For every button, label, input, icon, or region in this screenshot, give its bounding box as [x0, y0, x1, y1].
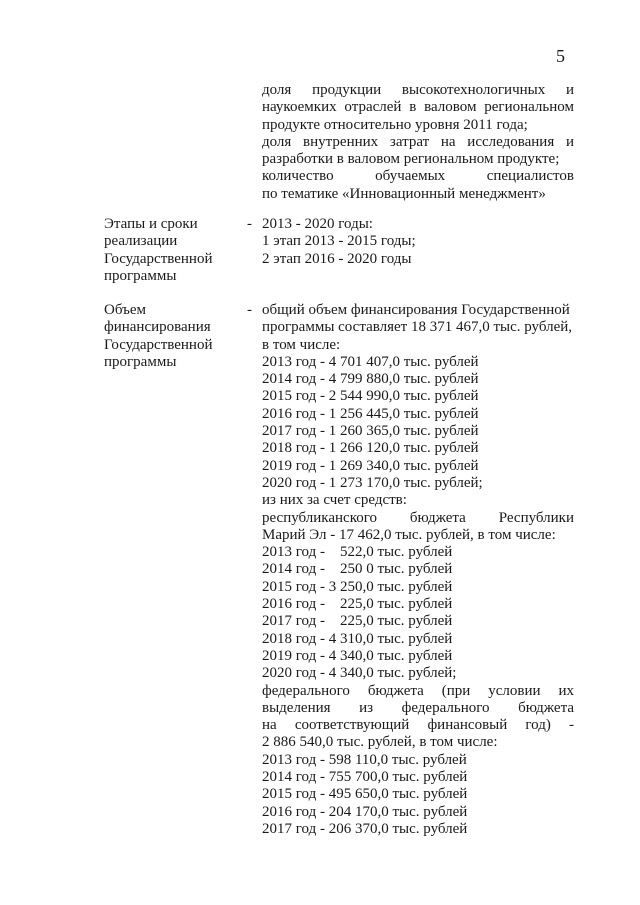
- indicator-line: разработки в валовом региональном продукте;: [262, 151, 560, 168]
- stages-line: 1 этап 2013 - 2015 годы;: [262, 233, 416, 250]
- stages-dash: -: [247, 216, 252, 232]
- federal-year: 2013 год - 598 110,0 тыс. рублей: [262, 751, 467, 768]
- indicator-line: количество обучаемых специалистов: [262, 168, 574, 185]
- stages-content: [262, 216, 574, 268]
- stages-label: [104, 216, 244, 286]
- stages-label-line: реализации: [104, 233, 178, 250]
- federal-year: 2016 год - 204 170,0 тыс. рублей: [262, 803, 468, 820]
- federal-budget-line: выделения из федерального бюджета: [262, 699, 574, 716]
- republic-budget-line: Марий Эл - 17 462,0 тыс. рублей, в том числе:: [262, 526, 556, 543]
- funding-dash: -: [247, 302, 252, 318]
- funding-total-year: 2015 год - 2 544 990,0 тыс. рублей: [262, 388, 479, 405]
- funding-total-year: 2020 год - 1 273 170,0 тыс. рублей;: [262, 474, 483, 491]
- funding-total-year: 2013 год - 4 701 407,0 тыс. рублей: [262, 353, 479, 370]
- stages-line: 2 этап 2016 - 2020 годы: [262, 250, 412, 267]
- federal-year: 2014 год - 755 700,0 тыс. рублей: [262, 769, 468, 786]
- funding-label-line: Объем: [104, 302, 146, 318]
- funding-intro-line: общий объем финансирования Государственной: [262, 302, 570, 318]
- republic-year: 2020 год - 4 340,0 тыс. рублей;: [262, 665, 457, 682]
- funding-sources-intro: из них за счет средств:: [262, 492, 407, 509]
- page-number: 5: [556, 46, 565, 66]
- republic-budget-line: республиканского бюджета Республики: [262, 509, 574, 526]
- indicator-line: доля внутренних затрат на исследования и: [262, 133, 574, 150]
- republic-year: 2017 год - 225,0 тыс. рублей: [262, 613, 453, 630]
- stages-label-line: Этапы и сроки: [104, 216, 198, 232]
- funding-intro-line: программы составляет 18 371 467,0 тыс. рублей,: [262, 319, 573, 336]
- republic-year: 2018 год - 4 310,0 тыс. рублей: [262, 630, 453, 647]
- funding-label-line: финансирования: [104, 319, 211, 336]
- funding-label-line: Государственной: [104, 336, 213, 353]
- stages-label-line: Государственной: [104, 250, 213, 267]
- funding-total-year: 2014 год - 4 799 880,0 тыс. рублей: [262, 371, 479, 388]
- federal-budget-line: федерального бюджета (при условии их: [262, 682, 574, 699]
- republic-year: 2016 год - 225,0 тыс. рублей: [262, 596, 453, 613]
- indicator-line: продукте относительно уровня 2011 года;: [262, 116, 528, 133]
- federal-budget-line: на соответствующий финансовый год) -: [262, 717, 574, 734]
- indicator-line: по тематике «Инновационный менеджмент»: [262, 185, 546, 202]
- republic-year: 2014 год - 250 0 тыс. рублей: [262, 561, 453, 578]
- funding-total-year: 2016 год - 1 256 445,0 тыс. рублей: [262, 405, 479, 422]
- indicator-line: доля продукции высокотехнологичных и: [262, 82, 574, 98]
- indicators-block: [262, 82, 574, 203]
- funding-label-line: программы: [104, 354, 177, 371]
- funding-intro-line: в том числе:: [262, 336, 341, 353]
- republic-year: 2015 год - 3 250,0 тыс. рублей: [262, 578, 453, 595]
- funding-total-year: 2018 год - 1 266 120,0 тыс. рублей: [262, 440, 479, 457]
- stages-line: 2013 - 2020 годы:: [262, 216, 373, 232]
- funding-total-year: 2019 год - 1 269 340,0 тыс. рублей: [262, 457, 479, 474]
- federal-budget-line: 2 886 540,0 тыс. рублей, в том числе:: [262, 734, 498, 751]
- funding-label: [104, 302, 244, 372]
- funding-total-year: 2017 год - 1 260 365,0 тыс. рублей: [262, 423, 479, 440]
- federal-year: 2017 год - 206 370,0 тыс. рублей: [262, 820, 468, 837]
- federal-year: 2015 год - 495 650,0 тыс. рублей: [262, 786, 468, 803]
- stages-label-line: программы: [104, 268, 177, 285]
- indicator-line: наукоемких отраслей в валовом региональном: [262, 99, 574, 116]
- republic-year: 2013 год - 522,0 тыс. рублей: [262, 544, 453, 561]
- republic-year: 2019 год - 4 340,0 тыс. рублей: [262, 647, 453, 664]
- funding-content: [262, 302, 574, 838]
